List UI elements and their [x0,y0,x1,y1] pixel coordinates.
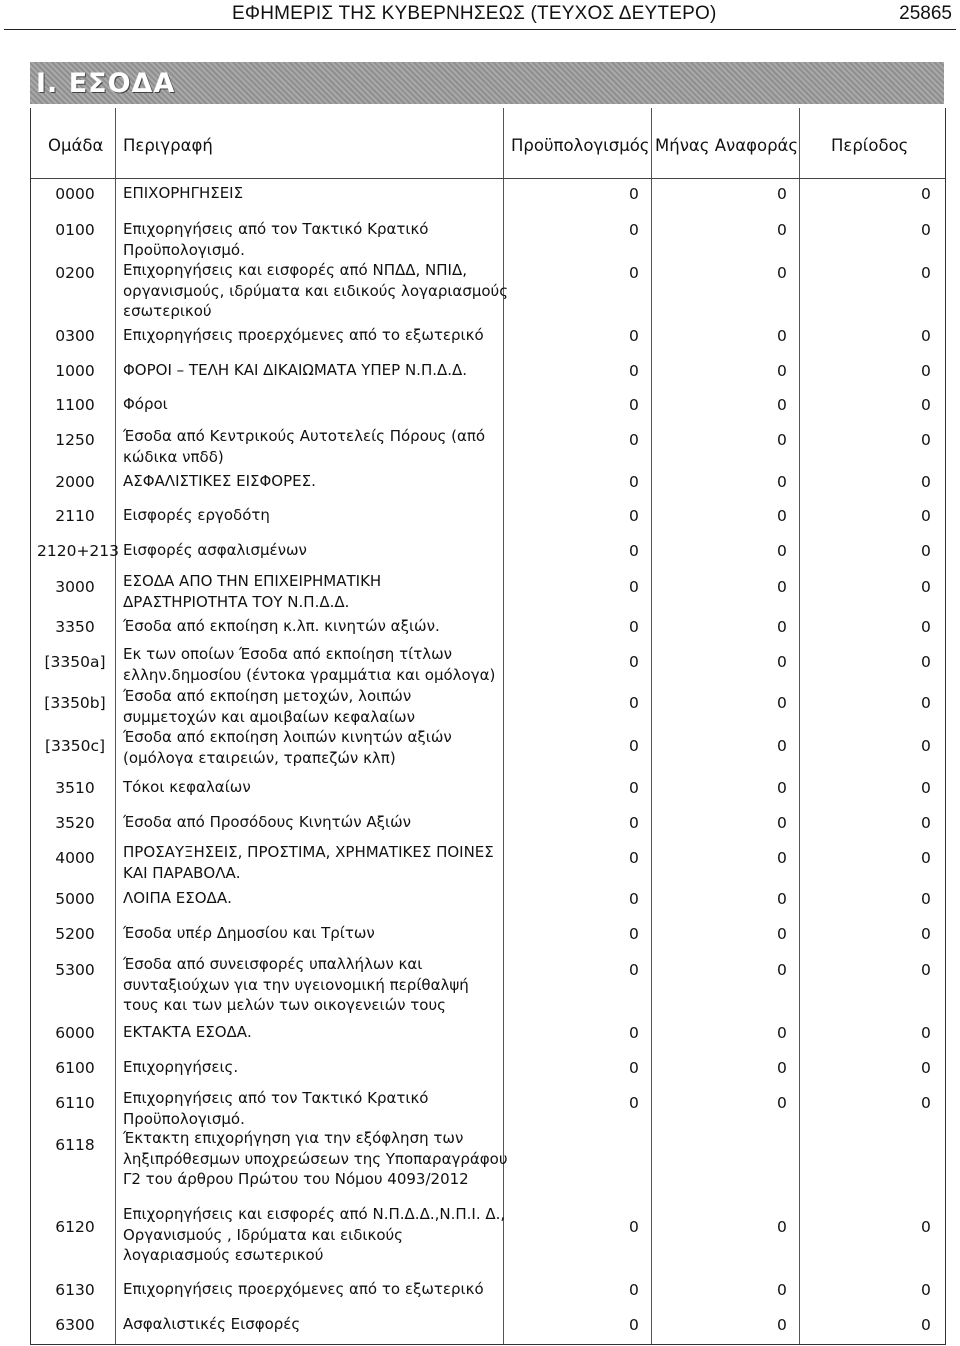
row-period: 0 [921,542,931,560]
row-code: 0300 [55,327,95,345]
row-reporting-month: 0 [777,814,787,832]
row-budget: 0 [629,1316,639,1334]
column-header-reporting-month: Μήνας Αναφοράς [655,136,799,155]
row-period: 0 [921,1059,931,1077]
row-period: 0 [921,264,931,282]
row-code: 5000 [55,890,95,908]
row-description: ΠΡΟΣΑΥΞΗΣΕΙΣ, ΠΡΟΣΤΙΜΑ, ΧΡΗΜΑΤΙΚΕΣ ΠΟΙΝΕΣ ΚΑΙ ΠΑΡΑΒΟΛΑ. [123,843,494,882]
row-budget: 0 [629,1281,639,1299]
row-budget: 0 [629,362,639,380]
row-description: Φόροι [123,395,168,413]
row-reporting-month: 0 [777,849,787,867]
row-description: Έσοδα από εκποίηση κ.λπ. κινητών αξιών. [123,617,440,635]
row-period: 0 [921,1281,931,1299]
row-budget: 0 [629,578,639,596]
row-code: 1000 [55,362,95,380]
row-description: Επιχορηγήσεις από τον Τακτικό Κρατικό Προϋπολογισμό. [123,1089,429,1128]
row-code: 0000 [55,185,95,203]
row-description: Εισφορές εργοδότη [123,506,270,524]
gazette-title: ΕΦΗΜΕΡΙΣ ΤΗΣ ΚΥΒΕΡΝΗΣΕΩΣ (ΤΕΥΧΟΣ ΔΕΥΤΕΡΟ) [232,3,717,24]
row-budget: 0 [629,1218,639,1236]
row-reporting-month: 0 [777,396,787,414]
row-period: 0 [921,814,931,832]
row-description: ΕΠΙΧΟΡΗΓΗΣΕΙΣ [123,184,244,202]
row-reporting-month: 0 [777,925,787,943]
row-code: 4000 [55,849,95,867]
row-period: 0 [921,1024,931,1042]
page-header [0,0,960,32]
row-code: 0100 [55,221,95,239]
row-budget: 0 [629,327,639,345]
row-period: 0 [921,779,931,797]
row-budget: 0 [629,737,639,755]
section-banner [30,62,944,104]
row-period: 0 [921,1316,931,1334]
row-reporting-month: 0 [777,473,787,491]
column-divider [115,108,116,1344]
row-reporting-month: 0 [777,327,787,345]
row-period: 0 [921,961,931,979]
row-reporting-month: 0 [777,1094,787,1112]
row-description: ΦΟΡΟΙ – ΤΕΛΗ ΚΑΙ ΔΙΚΑΙΩΜΑΤΑ ΥΠΕΡ Ν.Π.Δ.Δ. [123,361,468,379]
row-code: 5200 [55,925,95,943]
row-budget: 0 [629,542,639,560]
header-rule [31,178,945,179]
row-reporting-month: 0 [777,1316,787,1334]
row-description: ΑΣΦΑΛΙΣΤΙΚΕΣ ΕΙΣΦΟΡΕΣ. [123,472,316,490]
row-reporting-month: 0 [777,653,787,671]
row-budget: 0 [629,221,639,239]
column-header-period: Περίοδος [831,136,909,155]
row-reporting-month: 0 [777,185,787,203]
row-period: 0 [921,1094,931,1112]
row-budget: 0 [629,961,639,979]
row-period: 0 [921,431,931,449]
row-code: 6130 [55,1281,95,1299]
row-period: 0 [921,396,931,414]
row-budget: 0 [629,1024,639,1042]
row-description: Επιχορηγήσεις από τον Τακτικό Κρατικό Προϋπολογισμό. [123,220,429,259]
row-period: 0 [921,578,931,596]
row-budget: 0 [629,779,639,797]
row-reporting-month: 0 [777,264,787,282]
row-code: 2120+213 [37,542,120,560]
row-description: Ασφαλιστικές Εισφορές [123,1315,301,1333]
row-description: Επιχορηγήσεις προερχόμενες από το εξωτερικό [123,1280,484,1298]
row-budget: 0 [629,264,639,282]
row-budget: 0 [629,431,639,449]
row-code: 5300 [55,961,95,979]
row-description: Επιχορηγήσεις και εισφορές από ΝΠΔΔ, ΝΠΙΔ, οργανισμούς, ιδρύματα και ειδικούς λογαριασμούς εσωτερικού [123,261,509,320]
row-code: 3000 [55,578,95,596]
row-budget: 0 [629,849,639,867]
row-description: Επιχορηγήσεις και εισφορές από Ν.Π.Δ.Δ.,Ν.Π.Ι. Δ., Οργανισμούς , Ιδρύματα και ειδικούς λογαριασμούς εσωτερικού [123,1205,506,1264]
row-code: 1100 [55,396,95,414]
row-code: 6110 [55,1094,95,1112]
column-header-group: Ομάδα [48,136,104,155]
revenue-table [30,108,946,1345]
row-description: Έσοδα από Κεντρικούς Αυτοτελείς Πόρους (από κώδικα νπδδ) [123,427,486,466]
row-period: 0 [921,890,931,908]
row-reporting-month: 0 [777,1059,787,1077]
row-period: 0 [921,925,931,943]
row-budget: 0 [629,1059,639,1077]
row-description: Έκτακτη επιχορήγηση για την εξόφληση των ληξιπρόθεσμων υποχρεώσεων της Υποπαραγράφου Γ2 του άρθρου Πρώτου του Νόμου 4093/2012 [123,1129,508,1188]
row-budget: 0 [629,694,639,712]
row-description: ΛΟΙΠΑ ΕΣΟΔΑ. [123,889,232,907]
row-description: ΕΚΤΑΚΤΑ ΕΣΟΔΑ. [123,1023,252,1041]
row-period: 0 [921,1218,931,1236]
row-description: Τόκοι κεφαλαίων [123,778,251,796]
row-description: Επιχορηγήσεις προερχόμενες από το εξωτερικό [123,326,484,344]
row-reporting-month: 0 [777,507,787,525]
row-budget: 0 [629,925,639,943]
row-reporting-month: 0 [777,1024,787,1042]
row-period: 0 [921,849,931,867]
row-budget: 0 [629,1094,639,1112]
row-reporting-month: 0 [777,961,787,979]
row-code: 3350 [55,618,95,636]
row-description: Έσοδα από εκποίηση λοιπών κινητών αξιών (ομόλογα εταιρειών, τραπεζών κλπ) [123,728,452,767]
row-period: 0 [921,507,931,525]
column-divider [799,108,800,1344]
row-budget: 0 [629,396,639,414]
row-code: [3350b] [44,694,106,712]
row-code: 2110 [55,507,95,525]
column-divider [651,108,652,1344]
page-number: 25865 [899,3,952,24]
row-description: Έσοδα από Προσόδους Κινητών Αξιών [123,813,412,831]
row-description: ΕΣΟΔΑ ΑΠΟ ΤΗΝ ΕΠΙΧΕΙΡΗΜΑΤΙΚΗ ΔΡΑΣΤΗΡΙΟΤΗΤΑ ΤΟΥ Ν.Π.Δ.Δ. [123,572,382,611]
row-budget: 0 [629,890,639,908]
row-reporting-month: 0 [777,431,787,449]
row-budget: 0 [629,507,639,525]
row-period: 0 [921,653,931,671]
row-description: Επιχορηγήσεις. [123,1058,239,1076]
row-description: Έσοδα υπέρ Δημοσίου και Τρίτων [123,924,375,942]
row-reporting-month: 0 [777,890,787,908]
row-budget: 0 [629,653,639,671]
row-reporting-month: 0 [777,1281,787,1299]
row-period: 0 [921,221,931,239]
row-code: [3350a] [44,653,106,671]
row-code: 6300 [55,1316,95,1334]
row-reporting-month: 0 [777,694,787,712]
row-code: 6120 [55,1218,95,1236]
row-reporting-month: 0 [777,737,787,755]
column-header-budget: Προϋπολογισμός [511,136,650,155]
row-budget: 0 [629,185,639,203]
row-description: Έσοδα από συνεισφορές υπαλλήλων και συνταξιούχων για την υγειονομική περίθαλψή τους και των μελών των οικογενειών τους [123,955,469,1014]
row-reporting-month: 0 [777,779,787,797]
row-budget: 0 [629,814,639,832]
row-period: 0 [921,737,931,755]
row-code: 3520 [55,814,95,832]
row-period: 0 [921,618,931,636]
row-period: 0 [921,473,931,491]
row-budget: 0 [629,473,639,491]
row-period: 0 [921,694,931,712]
row-budget: 0 [629,618,639,636]
row-description: Εισφορές ασφαλισμένων [123,541,307,559]
row-description: Εκ των οποίων Έσοδα από εκποίηση τίτλων ελλην.δημοσίου (έντοκα γραμμάτια και ομόλογα) [123,645,496,684]
section-title: I. ΕΣΟΔΑ [36,68,176,99]
row-reporting-month: 0 [777,221,787,239]
header-rule [4,29,956,30]
row-code: 1250 [55,431,95,449]
row-code: 6118 [55,1136,95,1154]
column-header-description: Περιγραφή [123,136,213,155]
row-reporting-month: 0 [777,618,787,636]
row-code: [3350c] [44,737,106,755]
row-code: 3510 [55,779,95,797]
row-code: 0200 [55,264,95,282]
row-period: 0 [921,327,931,345]
row-reporting-month: 0 [777,1218,787,1236]
row-reporting-month: 0 [777,542,787,560]
row-period: 0 [921,185,931,203]
row-code: 2000 [55,473,95,491]
row-reporting-month: 0 [777,362,787,380]
row-reporting-month: 0 [777,578,787,596]
row-period: 0 [921,362,931,380]
row-description: Έσοδα από εκποίηση μετοχών, λοιπών συμμετοχών και αμοιβαίων κεφαλαίων [123,687,415,726]
row-code: 6000 [55,1024,95,1042]
row-code: 6100 [55,1059,95,1077]
